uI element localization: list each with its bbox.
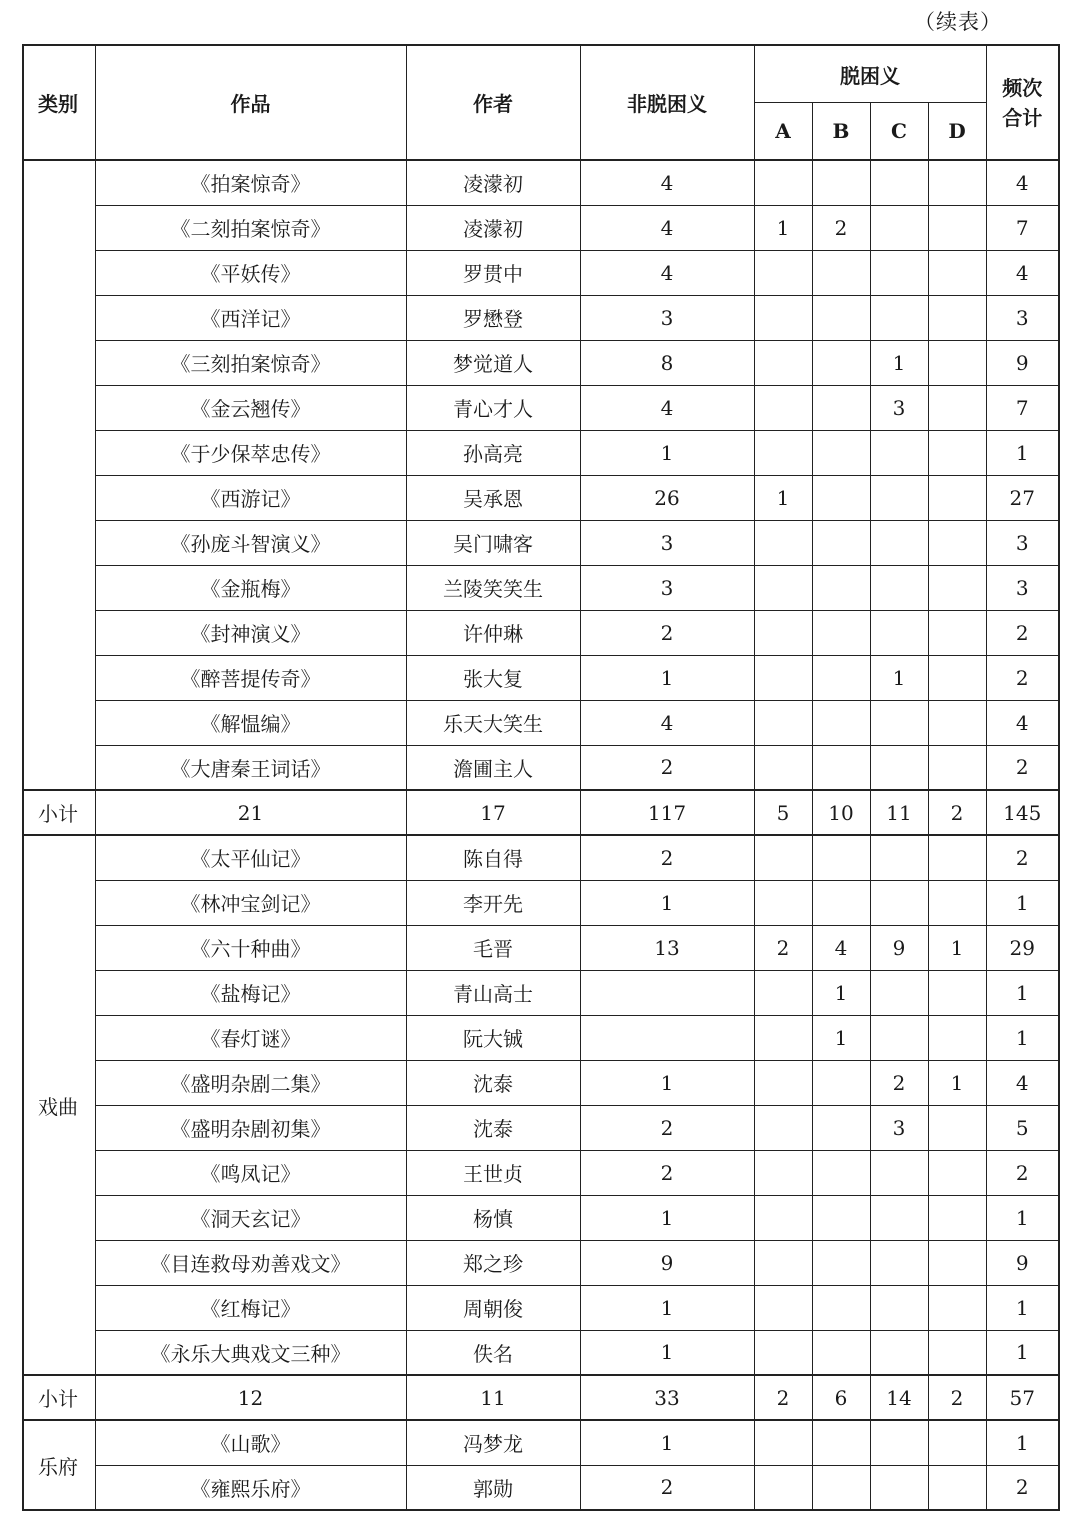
cell-author: 兰陵笑笑生	[406, 565, 580, 610]
cell-work: 《封神演义》	[95, 610, 406, 655]
cell-c	[870, 565, 928, 610]
cell-total: 7	[986, 205, 1059, 250]
cell-author: 阮大铖	[406, 1015, 580, 1060]
cell-non: 2	[580, 745, 754, 790]
cell-work: 《林冲宝剑记》	[95, 880, 406, 925]
table-row	[23, 1240, 1059, 1285]
cell-author: 沈泰	[406, 1105, 580, 1150]
cell-total: 3	[986, 565, 1059, 610]
cell-author: 青山高士	[406, 970, 580, 1015]
table-row	[23, 1420, 1059, 1465]
cell-author: 郑之珍	[406, 1240, 580, 1285]
cell-work: 《西游记》	[95, 475, 406, 520]
table-row	[23, 1060, 1059, 1105]
cell-author: 佚名	[406, 1330, 580, 1375]
cell-b	[812, 745, 870, 790]
subtotal-a: 5	[754, 790, 812, 835]
cell-total: 1	[986, 880, 1059, 925]
cell-c	[870, 520, 928, 565]
cell-work: 《大唐秦王词话》	[95, 745, 406, 790]
table-row	[23, 925, 1059, 970]
cell-c: 2	[870, 1060, 928, 1105]
cell-d	[928, 1285, 986, 1330]
cell-b	[812, 610, 870, 655]
subtotal-non: 33	[580, 1375, 754, 1420]
cell-work: 《醉菩提传奇》	[95, 655, 406, 700]
table-row	[23, 1330, 1059, 1375]
cell-b	[812, 385, 870, 430]
subtotal-author: 11	[406, 1375, 580, 1420]
cell-a	[754, 250, 812, 295]
cell-total: 1	[986, 970, 1059, 1015]
cell-author: 冯梦龙	[406, 1420, 580, 1465]
cell-d	[928, 1330, 986, 1375]
cell-d	[928, 295, 986, 340]
cell-b	[812, 700, 870, 745]
cell-non: 2	[580, 610, 754, 655]
cell-a	[754, 1105, 812, 1150]
table-row	[23, 385, 1059, 430]
cell-total: 9	[986, 340, 1059, 385]
subtotal-work: 21	[95, 790, 406, 835]
subtotal-a: 2	[754, 1375, 812, 1420]
table-row	[23, 205, 1059, 250]
cell-work: 《三刻拍案惊奇》	[95, 340, 406, 385]
cell-a	[754, 745, 812, 790]
cell-author: 许仲琳	[406, 610, 580, 655]
cell-a	[754, 385, 812, 430]
subtotal-label: 小计	[23, 790, 95, 835]
cell-total: 27	[986, 475, 1059, 520]
cell-non: 4	[580, 700, 754, 745]
subtotal-d: 2	[928, 1375, 986, 1420]
cell-author: 澹圃主人	[406, 745, 580, 790]
cell-a	[754, 880, 812, 925]
table-row	[23, 610, 1059, 655]
cell-total: 29	[986, 925, 1059, 970]
table-body	[23, 160, 1059, 1510]
cell-non: 2	[580, 1105, 754, 1150]
cell-work: 《金瓶梅》	[95, 565, 406, 610]
cell-work: 《二刻拍案惊奇》	[95, 205, 406, 250]
cell-total: 1	[986, 1285, 1059, 1330]
cell-c	[870, 880, 928, 925]
cell-c	[870, 1420, 928, 1465]
cell-c	[870, 475, 928, 520]
cell-non: 4	[580, 160, 754, 205]
cell-author: 吴承恩	[406, 475, 580, 520]
cell-non: 2	[580, 1150, 754, 1195]
cell-d	[928, 205, 986, 250]
cell-author: 王世贞	[406, 1150, 580, 1195]
cell-author: 罗懋登	[406, 295, 580, 340]
cell-d	[928, 1240, 986, 1285]
cell-a	[754, 610, 812, 655]
cell-b	[812, 1105, 870, 1150]
cell-c	[870, 160, 928, 205]
cell-non: 1	[580, 430, 754, 475]
cell-a	[754, 1195, 812, 1240]
cell-a	[754, 430, 812, 475]
cell-b	[812, 250, 870, 295]
cell-d	[928, 880, 986, 925]
table-row	[23, 475, 1059, 520]
cell-work: 《金云翘传》	[95, 385, 406, 430]
cell-total: 1	[986, 1015, 1059, 1060]
cell-a	[754, 340, 812, 385]
cell-work: 《红梅记》	[95, 1285, 406, 1330]
cell-total: 2	[986, 1465, 1059, 1510]
table-row	[23, 1195, 1059, 1240]
table-row	[23, 745, 1059, 790]
cell-d	[928, 700, 986, 745]
cell-work: 《盛明杂剧二集》	[95, 1060, 406, 1105]
cell-b	[812, 430, 870, 475]
cell-non: 13	[580, 925, 754, 970]
cell-author: 陈自得	[406, 835, 580, 880]
cell-b	[812, 160, 870, 205]
cell-d	[928, 1420, 986, 1465]
cell-c	[870, 745, 928, 790]
cell-total: 1	[986, 1195, 1059, 1240]
cell-author: 罗贯中	[406, 250, 580, 295]
cell-non: 4	[580, 385, 754, 430]
cell-d	[928, 1195, 986, 1240]
cell-b	[812, 1150, 870, 1195]
cell-d	[928, 1015, 986, 1060]
cell-total: 4	[986, 250, 1059, 295]
cell-author: 杨慎	[406, 1195, 580, 1240]
table-row	[23, 1465, 1059, 1510]
cell-author: 乐天大笑生	[406, 700, 580, 745]
table-row	[23, 655, 1059, 700]
cell-work: 《拍案惊奇》	[95, 160, 406, 205]
cell-c: 3	[870, 1105, 928, 1150]
cell-a	[754, 970, 812, 1015]
cell-total: 1	[986, 1420, 1059, 1465]
cell-non: 2	[580, 835, 754, 880]
cell-author: 凌濛初	[406, 205, 580, 250]
cell-non: 1	[580, 655, 754, 700]
cell-c	[870, 1195, 928, 1240]
cell-d	[928, 1150, 986, 1195]
cell-d	[928, 385, 986, 430]
table-row	[23, 835, 1059, 880]
cell-a	[754, 700, 812, 745]
table-row	[23, 1150, 1059, 1195]
cell-work: 《六十种曲》	[95, 925, 406, 970]
cell-non	[580, 1015, 754, 1060]
cell-total: 9	[986, 1240, 1059, 1285]
cell-total: 4	[986, 700, 1059, 745]
cell-author: 张大复	[406, 655, 580, 700]
cell-non: 1	[580, 1060, 754, 1105]
cell-a	[754, 1330, 812, 1375]
header-sub-a: A	[754, 103, 812, 161]
cell-c	[870, 430, 928, 475]
cell-a: 1	[754, 205, 812, 250]
cell-b	[812, 520, 870, 565]
subtotal-b: 6	[812, 1375, 870, 1420]
cell-work: 《目连救母劝善戏文》	[95, 1240, 406, 1285]
cell-d	[928, 1465, 986, 1510]
cell-a	[754, 1285, 812, 1330]
cell-non: 1	[580, 1420, 754, 1465]
cell-c	[870, 700, 928, 745]
cell-c	[870, 1150, 928, 1195]
subtotal-row	[23, 1375, 1059, 1420]
subtotal-c: 11	[870, 790, 928, 835]
cell-c: 9	[870, 925, 928, 970]
cell-work: 《西洋记》	[95, 295, 406, 340]
cell-a	[754, 565, 812, 610]
cell-total: 4	[986, 160, 1059, 205]
cell-work: 《平妖传》	[95, 250, 406, 295]
header-tuokun: 脱困义	[754, 45, 986, 103]
cell-d	[928, 565, 986, 610]
cell-c	[870, 1465, 928, 1510]
cell-c	[870, 970, 928, 1015]
cell-a	[754, 835, 812, 880]
subtotal-c: 14	[870, 1375, 928, 1420]
cell-b	[812, 565, 870, 610]
cell-a: 1	[754, 475, 812, 520]
header-sub-b: B	[812, 103, 870, 161]
cell-work: 《孙庞斗智演义》	[95, 520, 406, 565]
cell-work: 《盛明杂剧初集》	[95, 1105, 406, 1150]
header-author: 作者	[406, 45, 580, 160]
cell-c	[870, 1285, 928, 1330]
cell-non: 3	[580, 565, 754, 610]
cell-total: 7	[986, 385, 1059, 430]
cell-a	[754, 160, 812, 205]
cell-b	[812, 835, 870, 880]
table-header	[23, 45, 1059, 160]
cell-b: 1	[812, 1015, 870, 1060]
cell-non: 26	[580, 475, 754, 520]
subtotal-row	[23, 790, 1059, 835]
cell-b	[812, 1195, 870, 1240]
table-row	[23, 250, 1059, 295]
subtotal-d: 2	[928, 790, 986, 835]
cell-b	[812, 1060, 870, 1105]
cell-b	[812, 475, 870, 520]
cell-d	[928, 250, 986, 295]
cell-work: 《鸣凤记》	[95, 1150, 406, 1195]
cell-d	[928, 745, 986, 790]
cell-a	[754, 655, 812, 700]
cell-a	[754, 1060, 812, 1105]
cell-a	[754, 1150, 812, 1195]
cell-d	[928, 520, 986, 565]
cell-author: 孙高亮	[406, 430, 580, 475]
cell-work: 《盐梅记》	[95, 970, 406, 1015]
cell-author: 李开先	[406, 880, 580, 925]
subtotal-author: 17	[406, 790, 580, 835]
cell-b	[812, 1330, 870, 1375]
cell-author: 郭勋	[406, 1465, 580, 1510]
table-row	[23, 520, 1059, 565]
subtotal-b: 10	[812, 790, 870, 835]
category-cell: 戏曲	[23, 835, 95, 1375]
cell-author: 青心才人	[406, 385, 580, 430]
cell-a	[754, 1420, 812, 1465]
cell-a: 2	[754, 925, 812, 970]
header-non-tuokun: 非脱困义	[580, 45, 754, 160]
table-row	[23, 1285, 1059, 1330]
cell-a	[754, 295, 812, 340]
table-row	[23, 565, 1059, 610]
cell-author: 梦觉道人	[406, 340, 580, 385]
cell-a	[754, 1240, 812, 1285]
cell-work: 《解愠编》	[95, 700, 406, 745]
cell-non: 1	[580, 1330, 754, 1375]
cell-d: 1	[928, 1060, 986, 1105]
cell-c	[870, 1015, 928, 1060]
cell-d	[928, 835, 986, 880]
cell-d	[928, 430, 986, 475]
continued-table-label: （续表）	[914, 10, 1002, 34]
category-cell	[23, 160, 95, 790]
table-row	[23, 1105, 1059, 1150]
frequency-table	[22, 44, 1060, 1511]
table-row	[23, 1015, 1059, 1060]
cell-work: 《山歌》	[95, 1420, 406, 1465]
cell-non: 2	[580, 1465, 754, 1510]
cell-author: 吴门啸客	[406, 520, 580, 565]
cell-work: 《永乐大典戏文三种》	[95, 1330, 406, 1375]
cell-total: 2	[986, 745, 1059, 790]
table-row	[23, 340, 1059, 385]
cell-author: 沈泰	[406, 1060, 580, 1105]
cell-b: 2	[812, 205, 870, 250]
header-sub-d: D	[928, 103, 986, 161]
cell-total: 1	[986, 430, 1059, 475]
cell-b	[812, 880, 870, 925]
table-row	[23, 700, 1059, 745]
cell-c: 3	[870, 385, 928, 430]
cell-non: 1	[580, 1195, 754, 1240]
cell-non: 3	[580, 520, 754, 565]
cell-non: 3	[580, 295, 754, 340]
cell-c	[870, 205, 928, 250]
cell-total: 2	[986, 655, 1059, 700]
cell-c	[870, 610, 928, 655]
cell-total: 3	[986, 295, 1059, 340]
cell-non: 4	[580, 205, 754, 250]
cell-a	[754, 1465, 812, 1510]
header-category: 类别	[23, 45, 95, 160]
cell-c	[870, 295, 928, 340]
cell-d	[928, 610, 986, 655]
cell-b	[812, 295, 870, 340]
header-total: 频次合计	[986, 45, 1059, 160]
table-row	[23, 430, 1059, 475]
cell-non: 1	[580, 880, 754, 925]
cell-non: 1	[580, 1285, 754, 1330]
table-row	[23, 160, 1059, 205]
cell-d	[928, 970, 986, 1015]
category-cell: 乐府	[23, 1420, 95, 1510]
cell-b	[812, 1240, 870, 1285]
cell-non: 8	[580, 340, 754, 385]
cell-a	[754, 520, 812, 565]
cell-c	[870, 1240, 928, 1285]
cell-work: 《春灯谜》	[95, 1015, 406, 1060]
cell-b: 1	[812, 970, 870, 1015]
cell-b	[812, 655, 870, 700]
subtotal-non: 117	[580, 790, 754, 835]
cell-work: 《太平仙记》	[95, 835, 406, 880]
cell-d	[928, 655, 986, 700]
cell-work: 《雍熙乐府》	[95, 1465, 406, 1510]
cell-work: 《洞天玄记》	[95, 1195, 406, 1240]
cell-d	[928, 160, 986, 205]
cell-b	[812, 340, 870, 385]
cell-c	[870, 1330, 928, 1375]
cell-c	[870, 250, 928, 295]
subtotal-total: 145	[986, 790, 1059, 835]
cell-b	[812, 1465, 870, 1510]
cell-total: 2	[986, 835, 1059, 880]
subtotal-label: 小计	[23, 1375, 95, 1420]
cell-non: 9	[580, 1240, 754, 1285]
cell-total: 4	[986, 1060, 1059, 1105]
cell-total: 2	[986, 1150, 1059, 1195]
cell-b: 4	[812, 925, 870, 970]
cell-c	[870, 835, 928, 880]
cell-total: 3	[986, 520, 1059, 565]
cell-a	[754, 1015, 812, 1060]
header-work: 作品	[95, 45, 406, 160]
cell-d	[928, 340, 986, 385]
table-row	[23, 880, 1059, 925]
cell-c: 1	[870, 340, 928, 385]
cell-total: 2	[986, 610, 1059, 655]
subtotal-total: 57	[986, 1375, 1059, 1420]
cell-total: 5	[986, 1105, 1059, 1150]
cell-c: 1	[870, 655, 928, 700]
header-sub-c: C	[870, 103, 928, 161]
cell-d	[928, 475, 986, 520]
cell-work: 《于少保萃忠传》	[95, 430, 406, 475]
table-row	[23, 295, 1059, 340]
cell-total: 1	[986, 1330, 1059, 1375]
cell-non: 4	[580, 250, 754, 295]
cell-b	[812, 1285, 870, 1330]
cell-d: 1	[928, 925, 986, 970]
cell-d	[928, 1105, 986, 1150]
table-row	[23, 970, 1059, 1015]
subtotal-work: 12	[95, 1375, 406, 1420]
cell-author: 凌濛初	[406, 160, 580, 205]
cell-author: 周朝俊	[406, 1285, 580, 1330]
cell-non	[580, 970, 754, 1015]
cell-b	[812, 1420, 870, 1465]
cell-author: 毛晋	[406, 925, 580, 970]
